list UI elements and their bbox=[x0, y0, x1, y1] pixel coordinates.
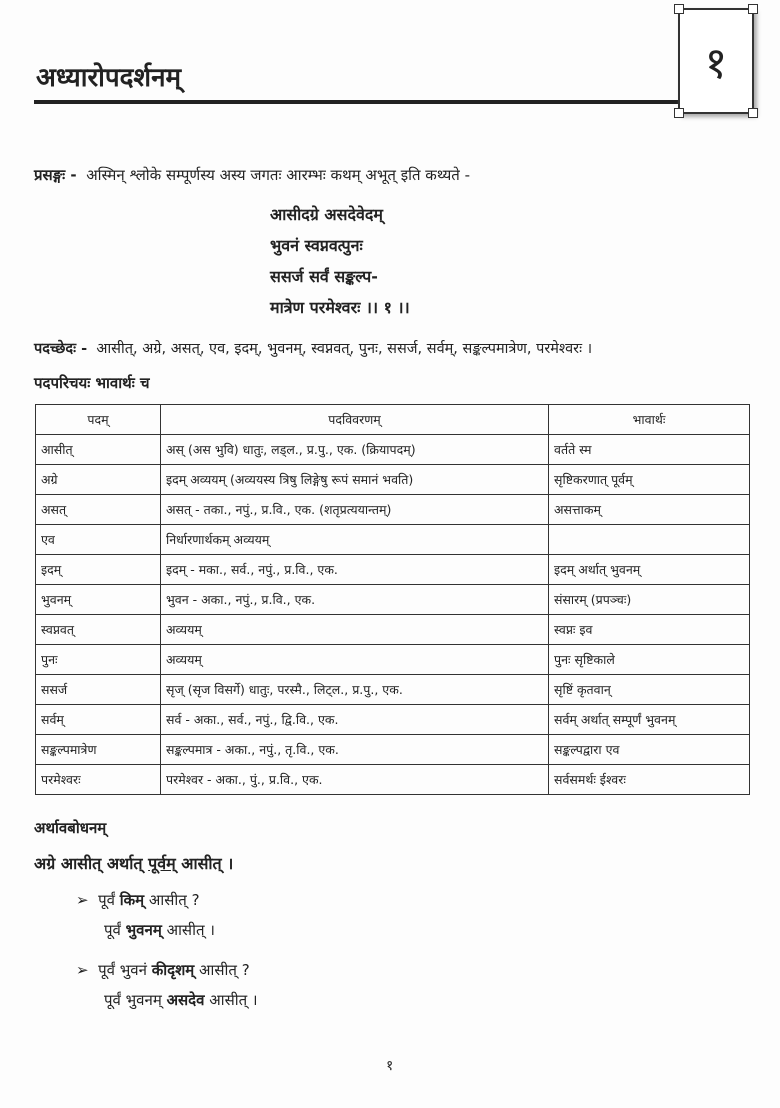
table-cell: सर्वम् अर्थात् सम्पूर्णं भुवनम् bbox=[549, 705, 750, 735]
underlined-text: पूर्वम् bbox=[148, 854, 176, 873]
column-header: भावार्थः bbox=[549, 405, 750, 435]
text: पूर्वं भुवनम् bbox=[104, 991, 167, 1009]
padaccheda-line bbox=[34, 338, 592, 358]
text: पूर्वं भुवनं bbox=[98, 961, 152, 979]
table-cell: अव्ययम् bbox=[161, 615, 549, 645]
table-cell: संसारम् (प्रपञ्चः) bbox=[549, 585, 750, 615]
text: आसीत् ? bbox=[194, 961, 250, 979]
table-cell: इदम् अर्थात् भुवनम् bbox=[549, 555, 750, 585]
table-cell: असत् bbox=[36, 495, 161, 525]
table-cell: सृष्टिं कृतवान् bbox=[549, 675, 750, 705]
table-row bbox=[36, 585, 750, 615]
text: पूर्वं bbox=[98, 891, 120, 909]
table-row bbox=[36, 495, 750, 525]
text: अग्रे आसीत् अर्थात् bbox=[34, 854, 149, 873]
padaccheda-text: आसीत्, अग्रे, असत्, एव, इदम्, भुवनम्, स्वप्नवत्, पुनः, ससर्ज, सर्वम्, सङ्कल्पमात्रेण, परमेश्वरः । bbox=[96, 341, 593, 357]
table-cell: असत्ताकम् bbox=[549, 495, 750, 525]
table-row bbox=[36, 735, 750, 765]
answer bbox=[104, 920, 215, 940]
page-number: १ bbox=[386, 1058, 394, 1074]
text: आसीत् । bbox=[161, 921, 215, 939]
table-row bbox=[36, 705, 750, 735]
table-cell: सर्वम् bbox=[36, 705, 161, 735]
verse-line: भुवनं स्वप्नवत्पुनः bbox=[270, 236, 363, 255]
table-cell: इदम् bbox=[36, 555, 161, 585]
verse-line: आसीदग्रे असदेवेदम् bbox=[270, 205, 383, 224]
table-cell: आसीत् bbox=[36, 435, 161, 465]
text: आसीत् । bbox=[175, 854, 234, 873]
table-row bbox=[36, 555, 750, 585]
table-cell: स्वप्नवत् bbox=[36, 615, 161, 645]
word-analysis-table bbox=[35, 404, 750, 795]
table-row bbox=[36, 615, 750, 645]
table-cell: इदम् - मका., सर्व., नपुं., प्र.वि., एक. bbox=[161, 555, 549, 585]
prasanga-label: प्रसङ्गः - bbox=[34, 166, 77, 184]
table-cell: स्वप्नः इव bbox=[549, 615, 750, 645]
statement bbox=[34, 852, 233, 874]
table-row bbox=[36, 675, 750, 705]
table-cell: सर्वसमर्थः ईश्वरः bbox=[549, 765, 750, 795]
chapter-number: १ bbox=[704, 38, 728, 89]
arthavabodhanam-heading: अर्थावबोधनम् bbox=[34, 819, 107, 837]
table-cell: इदम् अव्ययम् (अव्ययस्य त्रिषु लिङ्गेषु रूपं समानं भवति) bbox=[161, 465, 549, 495]
table-cell: अस् (अस भुवि) धातुः, लड्ल., प्र.पु., एक. (क्रियापदम्) bbox=[161, 435, 549, 465]
padaparichaya-heading: पदपरिचयः भावार्थः च bbox=[34, 374, 150, 392]
table-cell: सङ्कल्पद्वारा एव bbox=[549, 735, 750, 765]
table-cell: सृष्टिकरणात् पूर्वम् bbox=[549, 465, 750, 495]
table-row bbox=[36, 435, 750, 465]
verse-line: ससर्ज सर्वं सङ्कल्प- bbox=[270, 267, 378, 286]
bold-text: भुवनम् bbox=[125, 921, 162, 939]
table-row bbox=[36, 465, 750, 495]
answer bbox=[104, 990, 258, 1010]
question bbox=[76, 890, 200, 910]
padaccheda-label: पदच्छेदः - bbox=[34, 341, 88, 357]
bold-text: कीदृशम् bbox=[151, 961, 195, 979]
text: पूर्वं bbox=[104, 921, 126, 939]
table-cell: सर्व - अका., सर्व., नपुं., द्वि.वि., एक. bbox=[161, 705, 549, 735]
table-cell: अग्रे bbox=[36, 465, 161, 495]
table-cell: परमेश्वर - अका., पुं., प्र.वि., एक. bbox=[161, 765, 549, 795]
bold-text: असदेव bbox=[166, 991, 205, 1009]
prasanga-text: अस्मिन् श्लोके सम्पूर्णस्य अस्य जगतः आरम्भः कथम् अभूत् इति कथ्यते - bbox=[86, 166, 471, 184]
table-cell: सङ्कल्पमात्रेण bbox=[36, 735, 161, 765]
table-cell: भुवनम् bbox=[36, 585, 161, 615]
arrow-bullet-icon: ➢ bbox=[76, 891, 89, 909]
title-rule bbox=[34, 100, 679, 104]
chapter-number-box bbox=[678, 8, 754, 114]
table-cell: सङ्कल्पमात्र - अका., नपुं., तृ.वि., एक. bbox=[161, 735, 549, 765]
table-row bbox=[36, 765, 750, 795]
text: आसीत् । bbox=[204, 991, 258, 1009]
table-cell: परमेश्वरः bbox=[36, 765, 161, 795]
table-cell: भुवन - अका., नपुं., प्र.वि., एक. bbox=[161, 585, 549, 615]
page-title: अध्यारोपदर्शनम् bbox=[36, 63, 182, 93]
column-header: पदविवरणम् bbox=[161, 405, 549, 435]
table-cell: ससर्ज bbox=[36, 675, 161, 705]
prasanga-line bbox=[34, 165, 470, 185]
table-cell: अव्ययम् bbox=[161, 645, 549, 675]
table-cell bbox=[549, 525, 750, 555]
arrow-bullet-icon: ➢ bbox=[76, 961, 89, 979]
table-cell: वर्तते स्म bbox=[549, 435, 750, 465]
table-cell: सृज् (सृज विसर्गे) धातुः, परस्मै., लिट्ल., प्र.पु., एक. bbox=[161, 675, 549, 705]
table-cell: एव bbox=[36, 525, 161, 555]
bold-text: किम् bbox=[119, 891, 145, 909]
table-row bbox=[36, 525, 750, 555]
table-row bbox=[36, 645, 750, 675]
table-cell: पुनः सृष्टिकाले bbox=[549, 645, 750, 675]
table-cell: असत् - तका., नपुं., प्र.वि., एक. (शतृप्रत्ययान्तम्) bbox=[161, 495, 549, 525]
question bbox=[76, 960, 250, 980]
table-cell: निर्धारणार्थकम् अव्ययम् bbox=[161, 525, 549, 555]
table-cell: पुनः bbox=[36, 645, 161, 675]
text: आसीत् ? bbox=[144, 891, 200, 909]
verse-line: मात्रेण परमेश्वरः ।। १ ।। bbox=[270, 298, 410, 317]
column-header: पदम् bbox=[36, 405, 161, 435]
